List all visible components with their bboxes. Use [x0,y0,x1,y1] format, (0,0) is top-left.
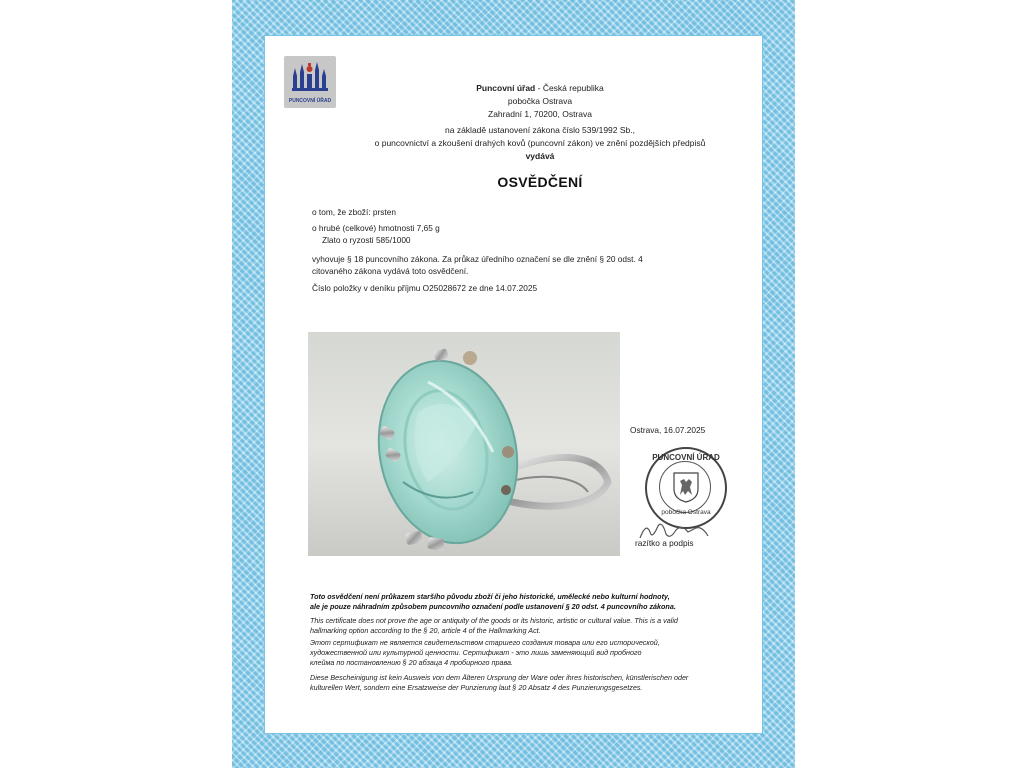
official-stamp [645,447,727,529]
disclaimer-de-line-1: Diese Bescheinigung ist kein Ausweis von dem Älteren Ursprung der Ware oder ihres historischen, künstlerischen oder [310,673,689,682]
puncovni-urad-logo [284,56,336,108]
goods-line: o tom, že zboží: prsten [312,207,396,217]
coat-of-arms-icon [671,471,701,503]
header-law-line-1: na základě ustanovení zákona číslo 539/1992 Sb., [445,125,635,135]
compliance-line-2: citovaného zákona vydává toto osvědčení. [312,266,469,276]
disclaimer-ru-line-3: клейма по постановлению § 20 абзаца 4 пробирного права. [310,658,514,667]
logo-caption: PUNCOVNÍ ÚŘAD [288,98,332,104]
signature-caption: razítko a podpis [635,538,694,548]
header-office-line [330,83,750,93]
weight-line: o hrubé (celkové) hmotnosti 7,65 g [312,223,440,233]
stamp-bottom-text: pobočka Ostrava [661,509,711,516]
place-and-date: Ostrava, 16.07.2025 [630,425,706,435]
certificate-title: OSVĚDČENÍ [497,174,583,190]
record-line: Číslo položky v deníku příjmu O25028672 ze dne 14.07.2025 [312,283,538,293]
disclaimer-en-line-1: This certificate does not prove the age or antiquity of the goods or its historic, artistic or cultural value. This is a valid [310,616,678,625]
header-branch: pobočka Ostrava [507,96,573,106]
disclaimer-cz-line-1: Toto osvědčení není průkazem staršího původu zboží či jeho historické, umělecké nebo kulturní hodnoty, [310,592,670,601]
disclaimer-en-line-2: hallmarking option according to the § 20, article 4 of the Hallmarking Act. [310,626,541,635]
aquamarine-ring-image [308,332,620,556]
header-law-line-2: o puncovnictví a zkoušení drahých kovů (puncovní zákon) ve znění pozdějších předpisů [374,138,706,148]
country-suffix: - Česká republika [535,83,604,93]
castle-icon [290,60,330,94]
ring-photo [308,332,620,556]
stamp-top-text: PUNCOVNÍ ÚŘAD [652,453,720,462]
header-issues: vydává [525,151,555,161]
header-address: Zahradní 1, 70200, Ostrava [488,109,592,119]
disclaimer-de-line-2: kulturellen Wert, sondern eine Ersatzweise der Punzierung laut § 20 Absatz 4 des Punzierungsgesetzes. [310,683,643,692]
compliance-line-1: vyhovuje § 18 puncovního zákona. Za průkaz úředního označení se dle znění § 20 odst. 4 [312,254,643,264]
disclaimer-ru-line-2: художественной или культурной ценности. Сертификат - это лишь заменяющий вид пробного [310,648,642,657]
purity-line: Zlato o ryzosti 585/1000 [322,235,411,245]
disclaimer-ru-line-1: Этот сертификат не является свидетельством старшего создания товара или его исторической, [310,638,660,647]
disclaimer-cz-line-2: ale je pouze náhradním způsobem puncovního označení podle ustanovení § 20 odst. 4 puncovního zákona. [310,602,676,611]
office-name: Puncovní úřad [476,83,536,93]
